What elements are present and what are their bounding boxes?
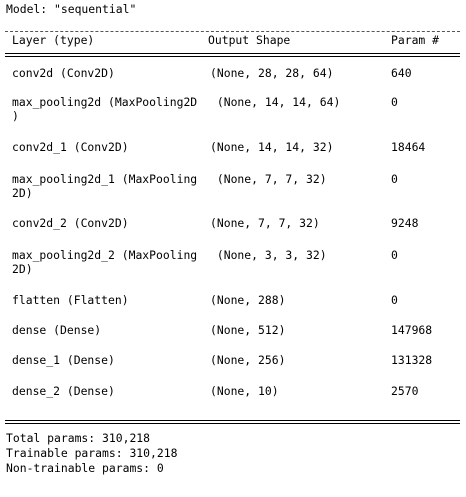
param-count-cell: 147968 [391, 323, 433, 337]
output-shape-cell: (None, 10) [210, 384, 279, 398]
table-row [0, 353, 466, 381]
table-row [0, 95, 466, 123]
param-count-cell: 18464 [391, 140, 426, 154]
layer-name-cell [12, 384, 212, 398]
total-params: Total params: 310,218 [6, 431, 151, 445]
header-param-count: Param # [391, 33, 440, 47]
layer-name-cell [12, 323, 212, 337]
param-count-cell: 2570 [391, 384, 419, 398]
table-row [0, 172, 466, 200]
layer-name-cell [12, 353, 212, 367]
layer-name-line: conv2d_1 (Conv2D) [12, 140, 129, 154]
layer-name-cell [12, 95, 212, 123]
table-row [0, 293, 466, 321]
header-output-shape: Output Shape [208, 33, 291, 47]
param-count-cell: 131328 [391, 353, 433, 367]
layer-name-cell [12, 293, 212, 307]
layer-name-line: max_pooling2d_1 (MaxPooling [12, 172, 198, 186]
param-count-cell: 0 [391, 293, 398, 307]
trainable-params: Trainable params: 310,218 [6, 446, 178, 460]
table-row [0, 140, 466, 168]
layer-name-cell [12, 66, 212, 80]
param-count-cell: 0 [391, 248, 398, 262]
output-shape-cell: (None, 14, 14, 64) [210, 95, 341, 109]
layer-name-cell [12, 172, 212, 200]
output-shape-cell: (None, 512) [210, 323, 286, 337]
table-row [0, 323, 466, 351]
table-row [0, 248, 466, 276]
header-top-rule [5, 31, 460, 32]
layer-name-cell [12, 140, 212, 154]
param-count-cell: 0 [391, 95, 398, 109]
layer-name-line: dense (Dense) [12, 323, 102, 337]
output-shape-cell: (None, 7, 7, 32) [210, 172, 327, 186]
param-count-cell: 9248 [391, 216, 419, 230]
layer-name-line: 2D) [12, 186, 33, 200]
output-shape-cell: (None, 7, 7, 32) [210, 216, 320, 230]
layer-name-line: conv2d_2 (Conv2D) [12, 216, 129, 230]
table-row [0, 384, 466, 412]
layer-name-line: max_pooling2d (MaxPooling2D [12, 95, 198, 109]
output-shape-cell: (None, 28, 28, 64) [210, 66, 334, 80]
table-bottom-rule [5, 420, 460, 424]
output-shape-cell: (None, 256) [210, 353, 286, 367]
param-count-cell: 640 [391, 66, 412, 80]
layer-name-line: max_pooling2d_2 (MaxPooling [12, 248, 198, 262]
layer-name-line: dense_1 (Dense) [12, 353, 115, 367]
param-count-cell: 0 [391, 172, 398, 186]
layer-name-cell [12, 216, 212, 230]
layer-name-line: 2D) [12, 262, 33, 276]
layer-name-line: flatten (Flatten) [12, 293, 129, 307]
layer-name-line: dense_2 (Dense) [12, 384, 115, 398]
table-row [0, 216, 466, 244]
header-bottom-rule [5, 53, 460, 57]
model-name-line: Model: "sequential" [6, 2, 137, 16]
output-shape-cell: (None, 14, 14, 32) [210, 140, 334, 154]
layer-name-line: ) [12, 109, 19, 123]
table-row [0, 66, 466, 94]
layer-name-cell [12, 248, 212, 276]
non-trainable-params: Non-trainable params: 0 [6, 461, 164, 475]
output-shape-cell: (None, 3, 3, 32) [210, 248, 327, 262]
header-layer-type: Layer (type) [12, 33, 95, 47]
output-shape-cell: (None, 288) [210, 293, 286, 307]
layer-name-line: conv2d (Conv2D) [12, 66, 115, 80]
